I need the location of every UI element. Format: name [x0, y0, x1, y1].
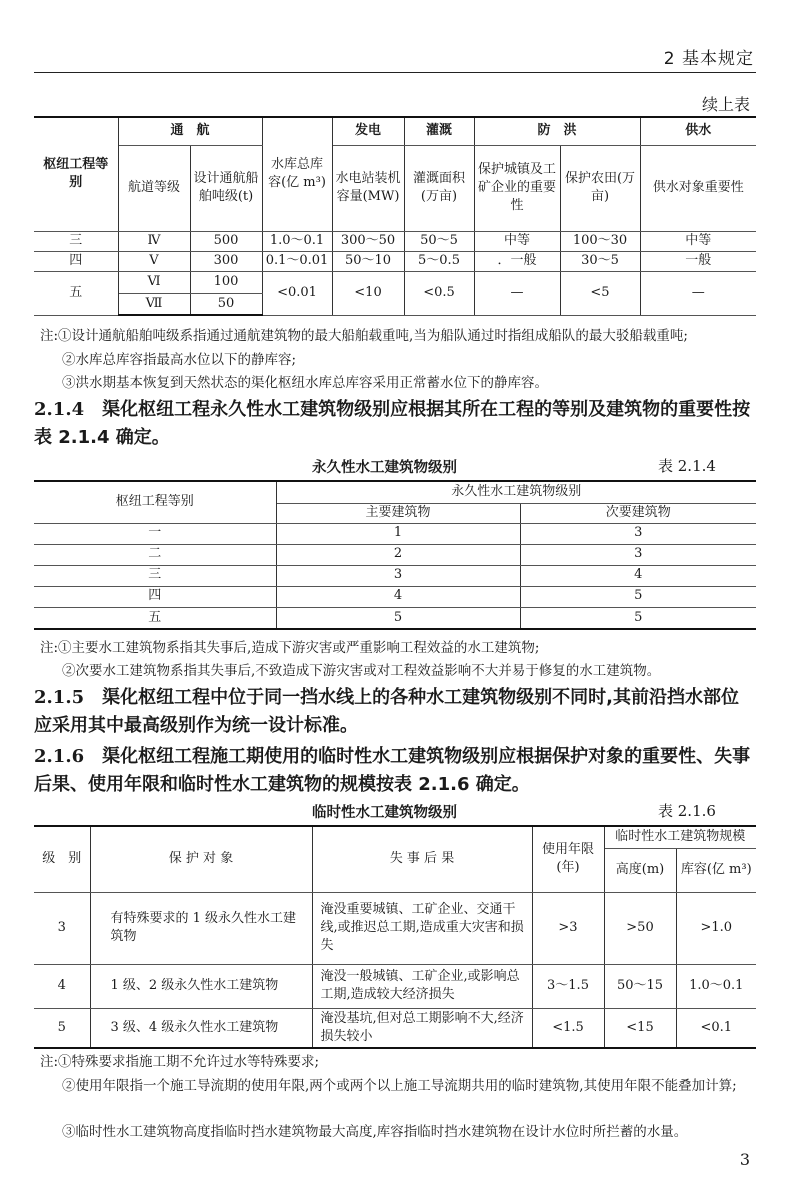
clause-2-1-5: 2.1.5 渠化枢纽工程中位于同一挡水线上的各种水工建筑物级别不同时,其前沿挡水部位应采用其中最高级别作为统一设计标准。	[34, 687, 739, 736]
h-irr-area: 灌溉面积(万亩)	[404, 145, 474, 231]
h-flood-city: 保护城镇及工矿企业的重要性	[474, 145, 560, 231]
table-row: 5 3 级、4 级永久性水工建筑物 淹没基坑,但对总工期影响不大,经济损失较小 <1.5 <15 <0.1	[34, 1008, 756, 1048]
table3-number: 表 2.1.6	[658, 802, 716, 820]
header-rule	[34, 72, 756, 73]
h-irrigation: 灌溉	[404, 117, 474, 145]
clause-2-1-4: 2.1.4 渠化枢纽工程永久性水工建筑物级别应根据其所在工程的等别及建筑物的重要性按表 2.1.4 确定。	[34, 399, 751, 448]
h-nav-level: 航道等级	[118, 145, 190, 231]
temporary-structure-level-table	[34, 825, 756, 1049]
table2-note-1: 注:①主要水工建筑物系指其失事后,造成下游灾害或严重影响工程效益的水工建筑物;	[40, 640, 540, 656]
h-water: 供水	[640, 117, 756, 145]
h-height: 高度(m)	[604, 848, 676, 892]
table-row: 一 1 3	[34, 523, 756, 544]
h-grade: 枢纽工程等别	[34, 481, 276, 523]
table1-note-2: ②水库总库容指最高水位以下的静库容;	[62, 352, 297, 368]
table-row: 三 Ⅳ 500 1.0～0.1 300～50 50～5 中等 100～30 中等	[34, 231, 756, 251]
table-row: 四 4 5	[34, 586, 756, 607]
table1-note-1: 注:①设计通航船舶吨级系指通过通航建筑物的最大船舶载重吨,当为船队通过时指组成船队的最大驳船载重吨;	[40, 328, 688, 344]
table2-number: 表 2.1.4	[658, 457, 716, 475]
table3-note-1: 注:①特殊要求指施工期不允许过水等特殊要求;	[40, 1054, 320, 1070]
h-nav: 通 航	[118, 117, 262, 145]
table-row: 五 5 5	[34, 607, 756, 629]
h-power-cap: 水电站装机容量(MW)	[332, 145, 404, 231]
h-years: 使用年限(年)	[532, 826, 604, 892]
table-row: 三 3 4	[34, 565, 756, 586]
table-row: 五 Ⅵ 100 <0.01 <10 <0.5 — <5 —	[34, 271, 756, 293]
h-flood: 防 洪	[474, 117, 640, 145]
h-water-obj: 供水对象重要性	[640, 145, 756, 231]
h-consequence: 失 事 后 果	[312, 826, 532, 892]
h-capacity: 库容(亿 m³)	[676, 848, 756, 892]
table3-title: 临时性水工建筑物级别	[312, 805, 457, 821]
h-grade: 枢纽工程等别	[34, 117, 118, 231]
table2-note-2: ②次要水工建筑物系指其失事后,不致造成下游灾害或对工程效益影响不大并易于修复的水工建筑物。	[62, 663, 661, 679]
table1-note-3: ③洪水期基本恢复到天然状态的渠化枢纽水库总库容采用正常蓄水位下的静库容。	[62, 375, 548, 391]
h-nav-tonnage: 设计通航船舶吨级(t)	[190, 145, 262, 231]
h-reservoir: 水库总库容(亿 m³)	[262, 117, 332, 231]
continued-label: 续上表	[701, 95, 750, 114]
h-level: 永久性水工建筑物级别	[276, 481, 756, 503]
h-main: 主要建筑物	[276, 503, 520, 523]
grade-classification-table	[34, 116, 756, 316]
h-protected-object: 保 护 对 象	[90, 826, 312, 892]
table-row: 二 2 3	[34, 544, 756, 565]
running-header: 2 基本规定	[663, 49, 754, 69]
table2-title: 永久性水工建筑物级别	[312, 460, 457, 476]
h-flood-farm: 保护农田(万亩)	[560, 145, 640, 231]
table-row: Ⅶ 50	[34, 293, 756, 315]
clause-2-1-6: 2.1.6 渠化枢纽工程施工期使用的临时性水工建筑物级别应根据保护对象的重要性、失事后果、使用年限和临时性水工建筑物的规模按表 2.1.6 确定。	[34, 746, 751, 795]
h-power: 发电	[332, 117, 404, 145]
page-number: 3	[739, 1150, 750, 1169]
h-scale: 临时性水工建筑物规模	[604, 826, 756, 848]
table3-note-3: ③临时性水工建筑物高度指临时挡水建筑物最大高度,库容指临时挡水建筑物在设计水位时所拦蓄的水量。	[62, 1124, 688, 1140]
table-row: 3 有特殊要求的 1 级永久性水工建筑物 淹没重要城镇、工矿企业、交通干线,或推迟总工期,造成重大灾害和损失 >3 >50 >1.0	[34, 892, 756, 964]
table-row: 4 1 级、2 级永久性水工建筑物 淹没一般城镇、工矿企业,或影响总工期,造成较大经济损失 3～1.5 50～15 1.0～0.1	[34, 964, 756, 1008]
h-secondary: 次要建筑物	[520, 503, 756, 523]
table3-note-2: ②使用年限指一个施工导流期的使用年限,两个或两个以上施工导流期共用的临时建筑物,其使用年限不能叠加计算;	[62, 1078, 737, 1094]
permanent-structure-level-table	[34, 480, 756, 630]
h-level: 级 别	[34, 826, 90, 892]
table-row: 四 Ⅴ 300 0.1～0.01 50～10 5～0.5 ．一般 30～5 一般	[34, 251, 756, 271]
